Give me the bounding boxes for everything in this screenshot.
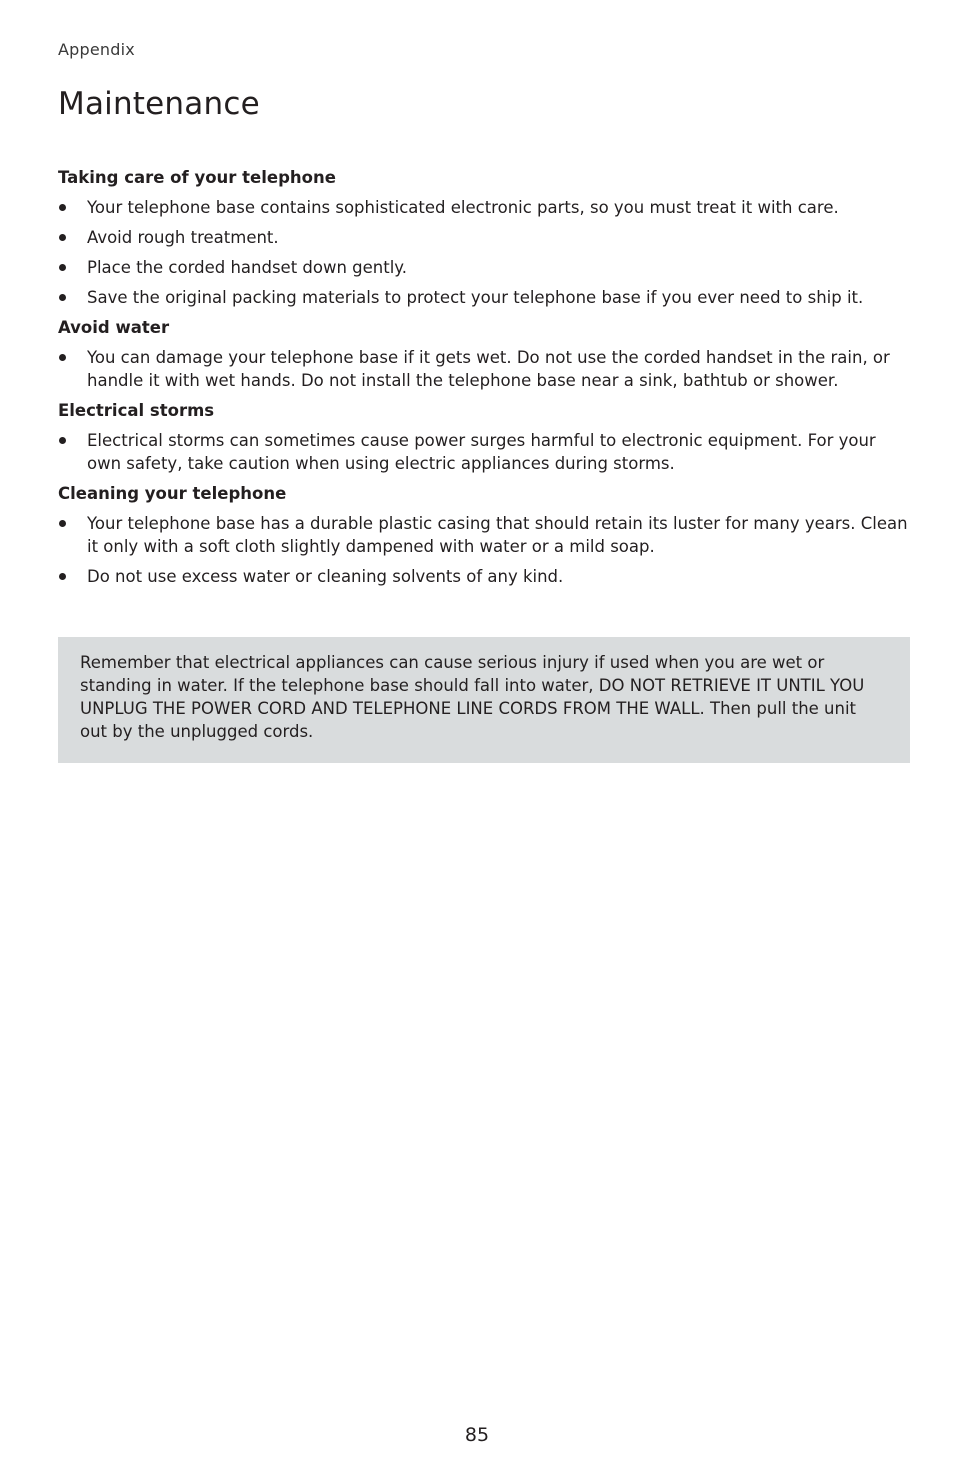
list-item-text: Your telephone base has a durable plastic casing that should retain its luster for many years. Clean it only with a soft cloth slightly dampened with water or a mild soap. <box>87 514 908 556</box>
list-item-text: Place the corded handset down gently. <box>87 258 407 277</box>
bullet-list-storms <box>58 429 910 475</box>
warning-notice-text: Remember that electrical appliances can cause serious injury if used when you are wet or standing in water. If the telephone base should fall into water, DO NOT RETRIEVE IT UNTIL YOU UNPLUG THE POWER CORD AND TELEPHONE LINE CORDS FROM THE WALL. Then pull the unit out by the unplugged cords. <box>80 653 865 741</box>
list-item <box>58 286 910 309</box>
list-item-text: Electrical storms can sometimes cause power surges harmful to electronic equipment. For your own safety, take caution when using electric appliances during storms. <box>87 431 876 473</box>
bullet-list-care <box>58 196 910 309</box>
list-item <box>58 226 910 249</box>
subheading-cleaning: Cleaning your telephone <box>58 484 287 503</box>
list-item <box>58 256 910 279</box>
list-item-text: Do not use excess water or cleaning solvents of any kind. <box>87 567 564 586</box>
bullet-icon <box>59 234 66 241</box>
section-label: Appendix <box>58 40 135 59</box>
warning-notice-box <box>58 637 910 763</box>
subheading-care: Taking care of your telephone <box>58 168 336 187</box>
list-item-text: You can damage your telephone base if it gets wet. Do not use the corded handset in the rain, or handle it with wet hands. Do not install the telephone base near a sink, bathtub or shower. <box>87 348 890 390</box>
page-number: 85 <box>464 1424 490 1446</box>
bullet-icon <box>59 264 66 271</box>
bullet-icon <box>59 294 66 301</box>
bullet-list-water <box>58 346 910 392</box>
list-item <box>58 512 910 558</box>
list-item-text: Save the original packing materials to protect your telephone base if you ever need to ship it. <box>87 288 864 307</box>
list-item-text: Avoid rough treatment. <box>87 228 279 247</box>
bullet-icon <box>59 354 66 361</box>
subheading-water: Avoid water <box>58 318 170 337</box>
bullet-icon <box>59 520 66 527</box>
list-item <box>58 565 910 588</box>
bullet-icon <box>59 204 66 211</box>
bullet-icon <box>59 437 66 444</box>
bullet-list-cleaning <box>58 512 910 588</box>
list-item <box>58 346 910 392</box>
list-item <box>58 429 910 475</box>
page-title: Maintenance <box>58 86 260 122</box>
list-item-text: Your telephone base contains sophisticated electronic parts, so you must treat it with care. <box>87 198 839 217</box>
list-item <box>58 196 910 219</box>
subheading-storms: Electrical storms <box>58 401 215 420</box>
content <box>58 166 910 595</box>
bullet-icon <box>59 573 66 580</box>
